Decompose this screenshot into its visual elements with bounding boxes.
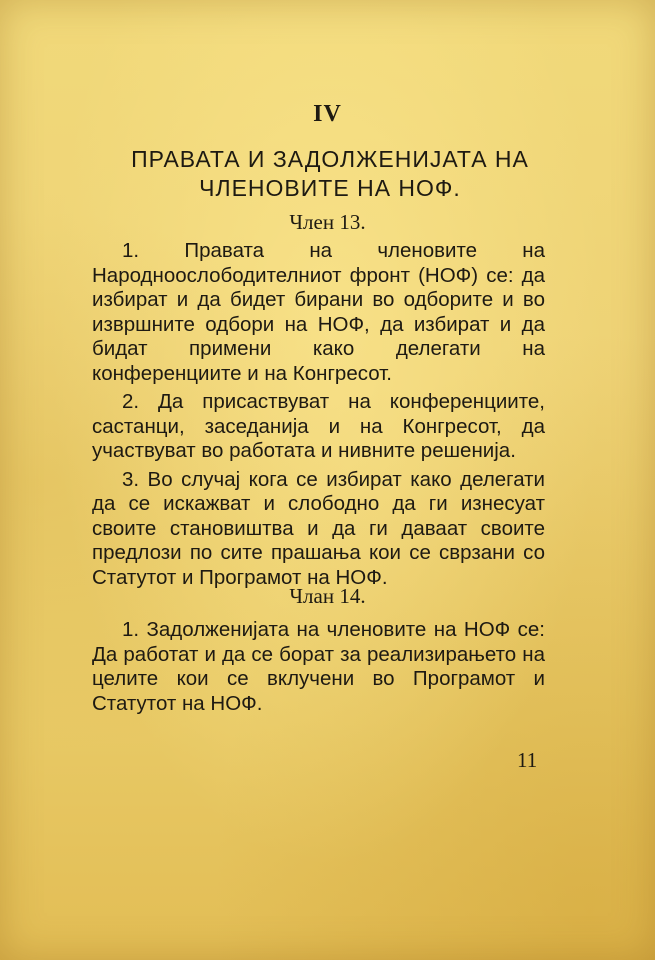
article-13-paragraph-2: 2. Да присаствуват на конференциите, састанци, заседанија и на Конгресот, да участвуват во работата и нивните решенија. [92, 390, 545, 462]
article-13-body [92, 239, 545, 594]
article-13-paragraph-3: 3. Во случај кога се избират како делегати да се искажват и слободно да ги изнесуат своите становиштва и да ги даваат своите предлози по сите прашања кои се сврзани со Статутот и Програмот на НОФ. [92, 467, 545, 589]
article-14-paragraph-1: 1. Задолженијата на членовите на НОФ се: Да работат и да се борат за реализирањето на целите кои се вклучени во Програмот и Статутот на НОФ. [92, 618, 545, 715]
article-14-heading: Члан 14. [289, 584, 366, 608]
section-title-line-1: ПРАВАТА И ЗАДОЛЖЕНИЈАТА НА [131, 146, 529, 172]
page-number: 11 [517, 748, 538, 772]
section-title-line-2: ЧЛЕНОВИТЕ НА НОФ. [199, 175, 461, 201]
article-13-paragraph-1: 1. Правата на членовите на Народноослободителниот фронт (НОФ) се: да избират и да бидет бирани во одборите и во извршните одбори на НОФ, да избират и да бидат примени како делегати на конференциите и на Конгресот. [92, 239, 545, 385]
section-number: IV [313, 101, 342, 127]
article-13-heading: Член 13. [289, 210, 366, 234]
section-title [80, 145, 580, 203]
article-14-body [92, 618, 545, 720]
